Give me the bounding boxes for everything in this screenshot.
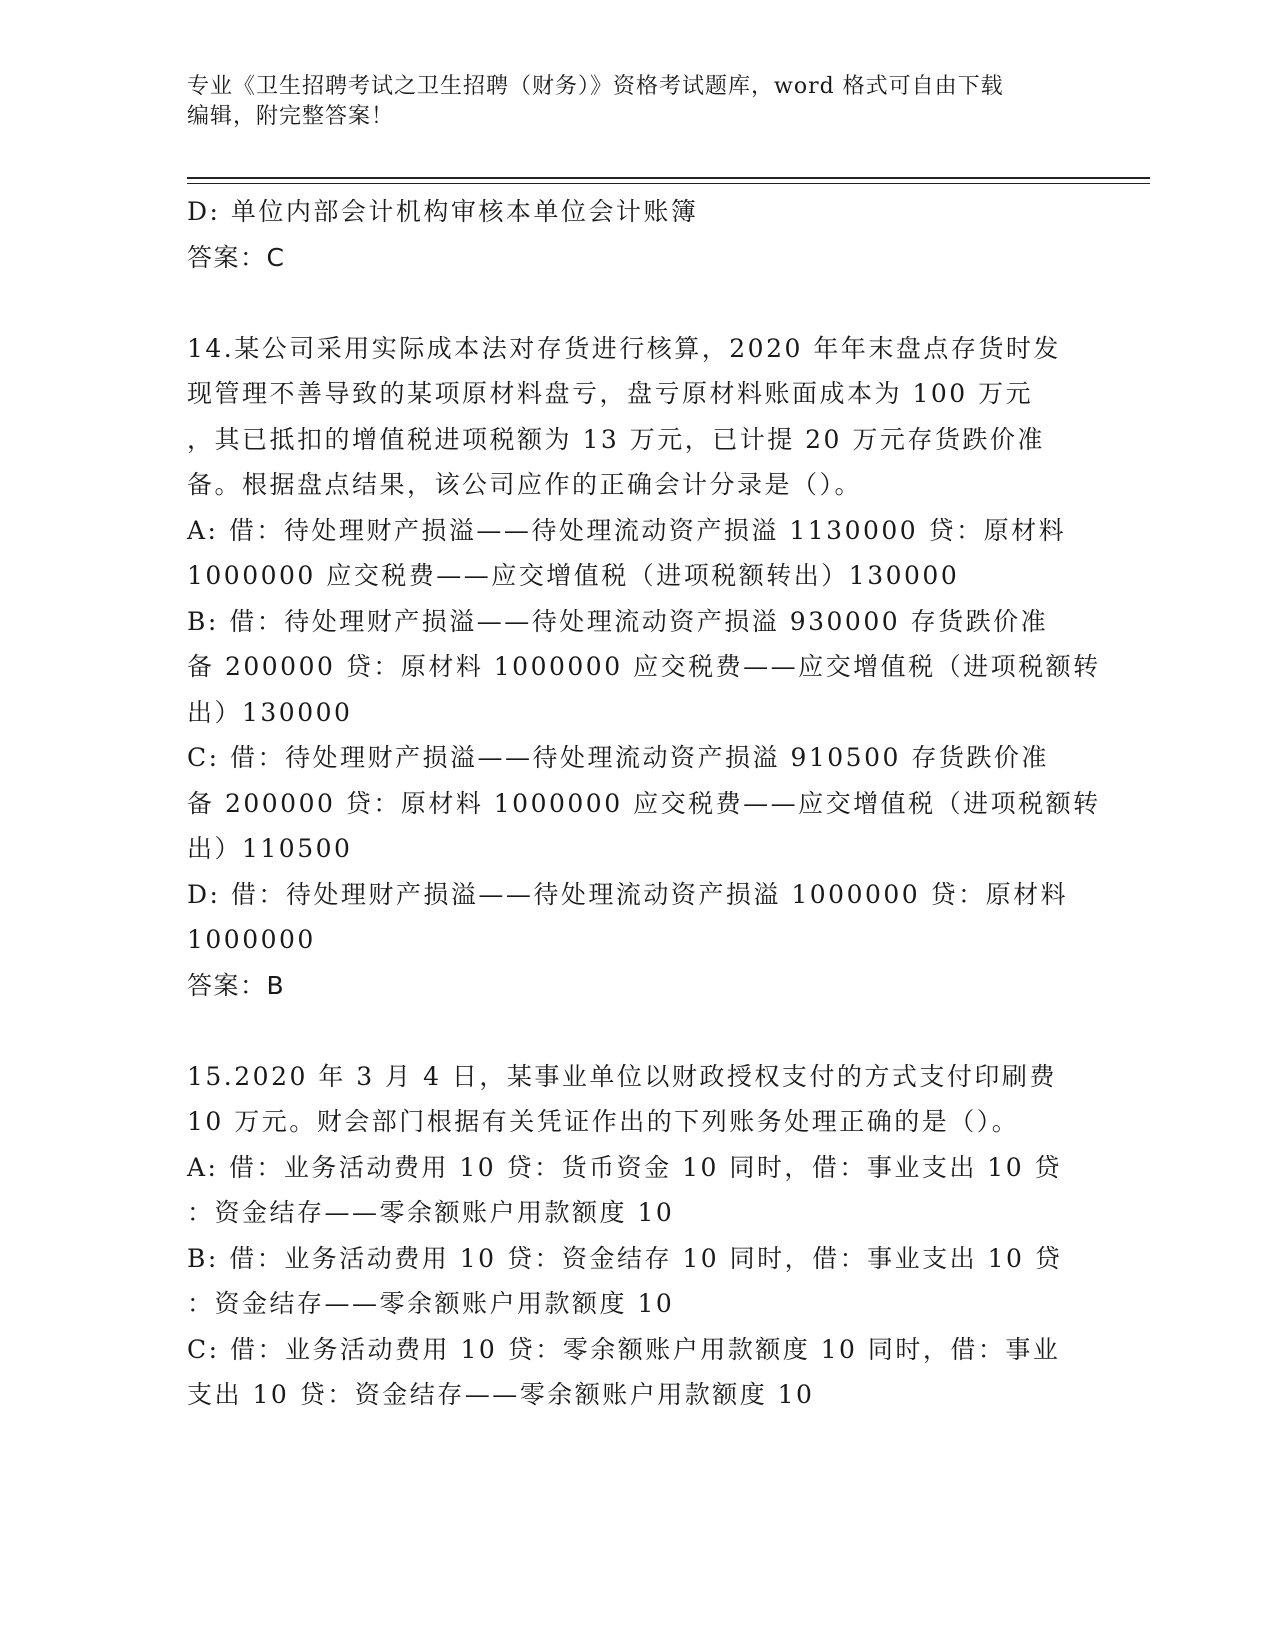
q14-stem-line: ，其已抵扣的增值税进项税额为 13 万元，已计提 20 万元存货跌价准	[187, 424, 1045, 454]
header-line-1: 专业《卫生招聘考试之卫生招聘（财务）》资格考试题库，word 格式可自由下载	[187, 74, 1004, 99]
question-13	[187, 189, 1077, 280]
q14-option-b-line: B: 借：待处理财产损溢——待处理流动资产损溢 930000 存货跌价准	[187, 606, 1049, 636]
document-header	[187, 72, 1067, 132]
q14-option-a-line: 1000000 应交税费——应交增值税（进项税额转出）130000	[187, 561, 960, 590]
q14-stem-line: 14.某公司采用实际成本法对存货进行核算，2020 年年末盘点存货时发	[187, 333, 1061, 363]
q14-option-a-line: A: 借：待处理财产损溢——待处理流动资产损溢 1130000 贷：原材料	[187, 515, 1067, 545]
q14-answer: 答案：B	[187, 970, 286, 1000]
q14-option-d-line: 1000000	[187, 925, 316, 954]
q14-stem-line: 现管理不善导致的某项原材料盘亏，盘亏原材料账面成本为 100 万元	[187, 379, 1034, 408]
q15-option-b-line: B: 借：业务活动费用 10 贷：资金结存 10 同时，借：事业支出 10 贷	[187, 1243, 1063, 1273]
q14-option-c-line: 备 200000 贷：原材料 1000000 应交税费——应交增值税（进项税额转	[187, 788, 1101, 818]
q15-option-a-line: ：资金结存——零余额账户用款额度 10	[187, 1198, 675, 1227]
q13-answer: 答案：C	[187, 242, 286, 272]
question-14	[187, 326, 1101, 1009]
q14-option-c-line: 出）110500	[187, 834, 353, 863]
question-15	[187, 1054, 1077, 1418]
q15-option-c-line: C: 借：业务活动费用 10 贷：零余额账户用款额度 10 同时，借：事业	[187, 1334, 1061, 1364]
header-divider-thin	[187, 183, 1150, 184]
header-line-2: 编辑，附完整答案！	[187, 104, 395, 129]
question-content	[187, 189, 1101, 1418]
q15-option-b-line: ：资金结存——零余额账户用款额度 10	[187, 1289, 675, 1318]
header-divider-thick	[187, 177, 1150, 179]
q14-option-d-line: D: 借：待处理财产损溢——待处理流动资产损溢 1000000 贷：原材料	[187, 879, 1069, 909]
q15-option-c-line: 支出 10 贷：资金结存——零余额账户用款额度 10	[187, 1380, 815, 1409]
spacer	[187, 280, 1077, 326]
spacer	[187, 1008, 1077, 1054]
q14-option-c-line: C: 借：待处理财产损溢——待处理流动资产损溢 910500 存货跌价准	[187, 743, 1049, 772]
q13-option-d: D: 单位内部会计机构审核本单位会计账簿	[187, 197, 699, 226]
q14-option-b-line: 出）130000	[187, 697, 353, 727]
q14-stem-line: 备。根据盘点结果，该公司应作的正确会计分录是（）。	[187, 470, 863, 499]
q15-stem-line: 10 万元。财会部门根据有关凭证作出的下列账务处理正确的是（）。	[187, 1107, 1020, 1136]
q14-option-b-line: 备 200000 贷：原材料 1000000 应交税费——应交增值税（进项税额转	[187, 652, 1101, 681]
q15-stem-line: 15.2020 年 3 月 4 日，某事业单位以财政授权支付的方式支付印刷费	[187, 1061, 1057, 1091]
q15-option-a-line: A: 借：业务活动费用 10 贷：货币资金 10 同时，借：事业支出 10 贷	[187, 1152, 1063, 1182]
